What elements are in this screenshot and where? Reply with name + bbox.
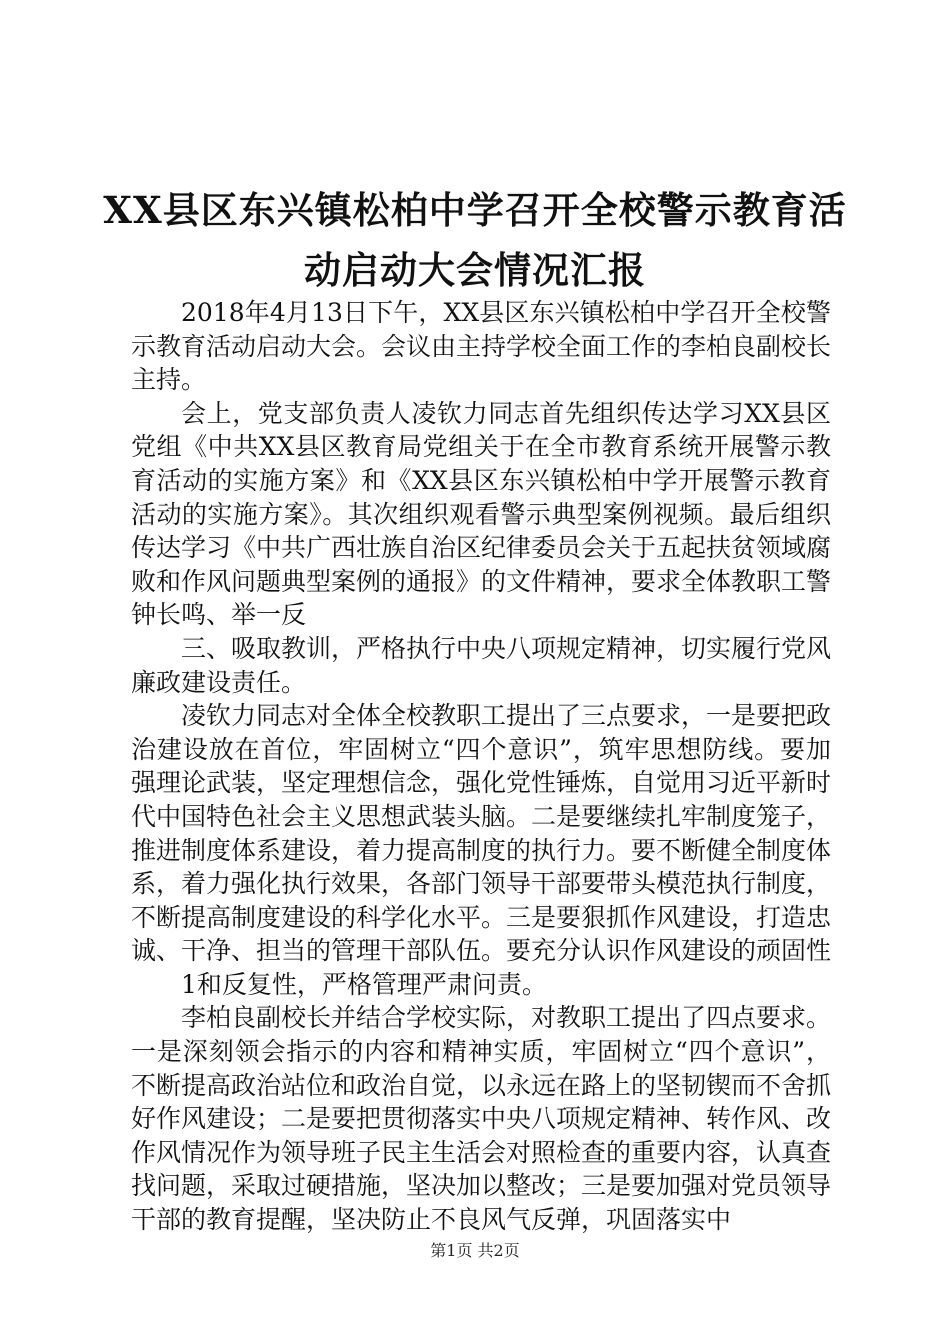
document-title-line-1: XX县区东兴镇松柏中学召开全校警示教育活 — [103, 188, 847, 232]
paragraph-2: 会上，党支部负责人凌钦力同志首先组织传达学习XX县区党组《中共XX县区教育局党组关于在全市教育系统开展警示教育活动的实施方案》和《XX县区东兴镇松柏中学开展警示教育活动的实施方案》。其次组织观看警示典型案例视频。最后组织传达学习《中共广西壮族自治区纪律委员会关于五起扶贫领域腐败和作风问题典型案例的通报》的文件精神，要求全体教职工警钟长鸣、举一反 — [131, 398, 832, 630]
paragraph-4: 凌钦力同志对全体全校教职工提出了三点要求，一是要把政治建设放在首位，牢固树立“四个意识”，筑牢思想防线。要加强理论武装，坚定理想信念，强化党性锤炼，自觉用习近平新时代中国特色社会主义思想武装头脑。二是要继续扎牢制度笼子，推进制度体系建设，着力提高制度的执行力。要不断健全制度体系，着力强化执行效果，各部门领导干部要带头模范执行制度，不断提高制度建设的科学化水平。三是要狠抓作风建设，打造忠诚、干净、担当的管理干部队伍。要充分认识作风建设的顽固性 — [131, 701, 832, 966]
document-title-line-2: 动启动大会情况汇报 — [304, 248, 646, 292]
paragraph-1: 2018年4月13日下午，XX县区东兴镇松柏中学召开全校警示教育活动启动大会。会议由主持学校全面工作的李柏良副校长主持。 — [131, 298, 832, 395]
page-footer: 第1页 共2页 — [430, 1241, 520, 1260]
paragraph-6: 李柏良副校长并结合学校实际，对教职工提出了四点要求。一是深刻领会指示的内容和精神实质，牢固树立“四个意识”，不断提高政治站位和政治自觉，以永远在路上的坚韧锲而不舍抓好作风建设；二是要把贯彻落实中央八项规定精神、转作风、改作风情况作为领导班子民主生活会对照检查的重要内容，认真查找问题，采取过硬措施，坚决加以整改；三是要加强对党员领导干部的教育提醒，坚决防止不良风气反弹，巩固落实中 — [131, 1003, 832, 1235]
paragraph-3: 三、吸取教训，严格执行中央八项规定精神，切实履行党风廉政建设责任。 — [131, 633, 832, 697]
paragraph-5: 1和反复性，严格管理严肃问责。 — [181, 969, 547, 999]
document-body — [131, 296, 831, 1237]
